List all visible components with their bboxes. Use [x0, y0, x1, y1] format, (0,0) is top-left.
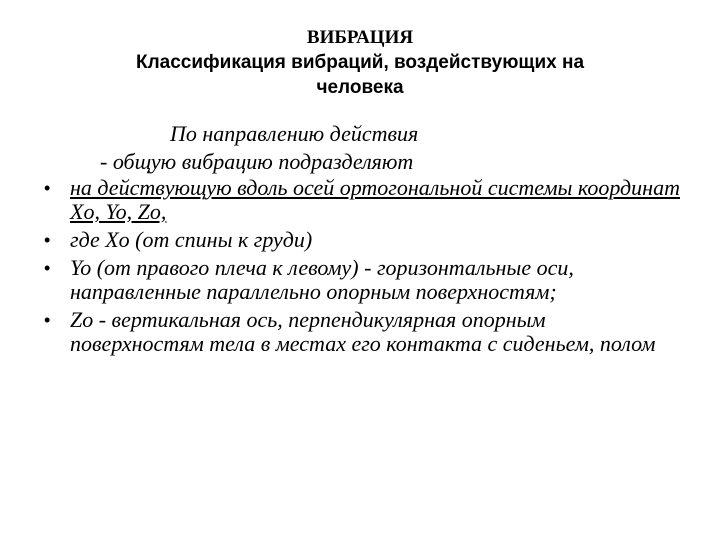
- bullet-text-zo: Zo - вертикальная ось, перпендикулярная опорным поверхностям тела в местах его контакта с сиденьем, полом: [70, 307, 656, 356]
- bullet-icon: •: [44, 258, 51, 278]
- slide-subtitle-line-1: Классификация вибраций, воздействующих на: [135, 52, 585, 73]
- intro-subheading: - общую вибрацию подразделяют: [100, 149, 414, 174]
- slide-body: [0, 122, 720, 360]
- intro-heading: По направлению действия: [170, 121, 419, 146]
- bullet-icon: •: [44, 178, 51, 198]
- bullet-item-zo: [0, 308, 720, 356]
- bullet-list: [0, 176, 720, 356]
- bullet-item-xo: [0, 228, 720, 252]
- bullet-text-axes: на действующую вдоль осей ортогональной системы координат Xo, Yo, Zo,: [70, 175, 680, 224]
- bullet-item-yo: [0, 256, 720, 304]
- bullet-icon: •: [44, 230, 51, 250]
- bullet-item-axes: [0, 176, 720, 224]
- slide-subtitle-line-2: человека: [316, 77, 404, 98]
- bullet-text-xo: где Xo (от спины к груди): [70, 227, 313, 252]
- slide-header: [40, 26, 680, 100]
- slide-title: ВИБРАЦИЯ: [306, 27, 414, 48]
- bullet-text-yo: Yo (от правого плеча к левому) - горизонтальные оси, направленные параллельно опорным поверхностям;: [70, 255, 574, 304]
- bullet-icon: •: [44, 310, 51, 330]
